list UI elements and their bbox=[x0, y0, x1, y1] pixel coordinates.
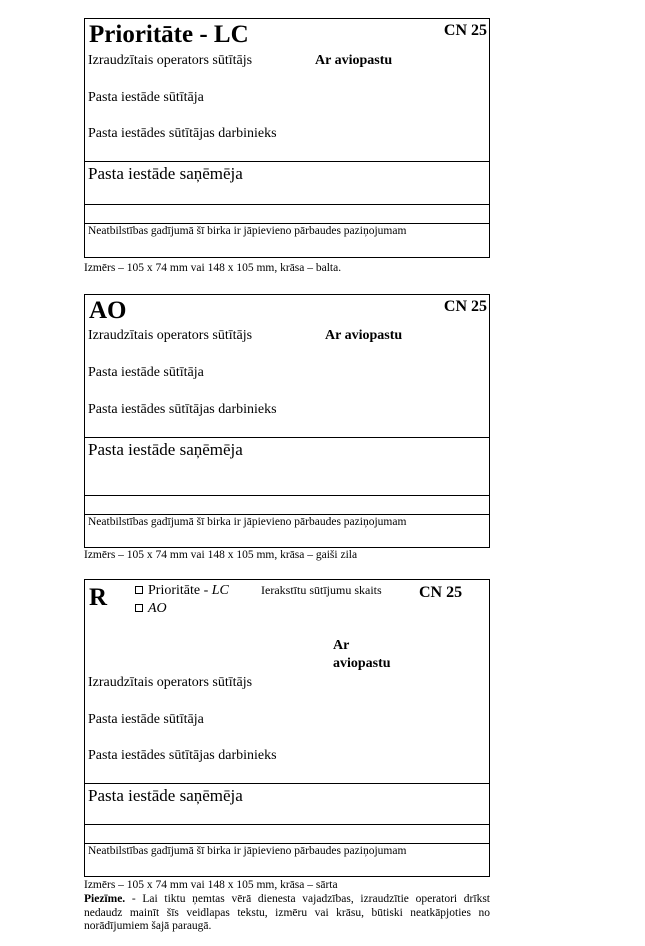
divider bbox=[85, 783, 489, 784]
form-code: CN 25 bbox=[443, 298, 487, 315]
receiving-office-label: Pasta iestāde saņēmēja bbox=[88, 786, 243, 805]
by-air-label: Ar aviopastu bbox=[315, 53, 393, 68]
form-priority-lc bbox=[84, 18, 490, 258]
sender-operator-label: Izraudzītais operators sūtītājs bbox=[88, 53, 253, 68]
form-title: R bbox=[89, 584, 108, 611]
receiving-office-label: Pasta iestāde saņēmēja bbox=[88, 440, 243, 459]
divider bbox=[85, 495, 489, 496]
size-caption: Izmērs – 105 x 74 mm vai 148 x 105 mm, krāsa – balta. bbox=[84, 262, 342, 274]
divider bbox=[85, 514, 489, 515]
discrepancy-note: Neatbilstības gadījumā šī birka ir jāpievieno pārbaudes paziņojumam bbox=[88, 225, 407, 237]
sender-clerk-label: Pasta iestādes sūtītājas darbinieks bbox=[88, 402, 277, 417]
divider bbox=[85, 204, 489, 205]
form-ao bbox=[84, 294, 490, 548]
discrepancy-note: Neatbilstības gadījumā šī birka ir jāpievieno pārbaudes paziņojumam bbox=[88, 845, 407, 857]
checkbox-icon bbox=[135, 604, 143, 612]
footnote-text: - Lai tiktu ņemtas vērā dienesta vajadzības, izraudzītie operatori drīkst nedaudz mainīt šīs veidlapas tekstu, izmēru vai krāsu, būtiski neatkāpjoties no norādījumiem šajā paraugā. bbox=[84, 893, 490, 932]
sender-operator-label: Izraudzītais operators sūtītājs bbox=[88, 675, 253, 690]
sender-clerk-label: Pasta iestādes sūtītājas darbinieks bbox=[88, 748, 277, 763]
sender-office-label: Pasta iestāde sūtītāja bbox=[88, 712, 204, 727]
footnote-label: Piezīme. bbox=[84, 893, 126, 905]
divider bbox=[85, 843, 489, 844]
form-code: CN 25 bbox=[443, 22, 487, 39]
option-ao: AO bbox=[135, 601, 167, 617]
divider bbox=[85, 824, 489, 825]
form-registered bbox=[84, 579, 490, 877]
by-air-label-line2: aviopastu bbox=[333, 656, 391, 671]
form-title: AO bbox=[89, 297, 127, 324]
size-caption: Izmērs – 105 x 74 mm vai 148 x 105 mm, krāsa – gaiši zila bbox=[84, 549, 358, 561]
sender-clerk-label: Pasta iestādes sūtītājas darbinieks bbox=[88, 126, 277, 141]
option-priority: Prioritāte - LC bbox=[135, 583, 229, 599]
receiving-office-label: Pasta iestāde saņēmēja bbox=[88, 164, 243, 183]
divider bbox=[85, 437, 489, 438]
checkbox-icon bbox=[135, 586, 143, 594]
footnote bbox=[84, 893, 490, 934]
sender-office-label: Pasta iestāde sūtītāja bbox=[88, 365, 204, 380]
sender-office-label: Pasta iestāde sūtītāja bbox=[88, 90, 204, 105]
form-title: Prioritāte - LC bbox=[89, 21, 249, 48]
by-air-label-line1: Ar bbox=[333, 638, 350, 653]
discrepancy-note: Neatbilstības gadījumā šī birka ir jāpievieno pārbaudes paziņojumam bbox=[88, 516, 407, 528]
divider bbox=[85, 223, 489, 224]
by-air-label: Ar aviopastu bbox=[325, 328, 403, 343]
registered-count-label: Ierakstītu sūtījumu skaits bbox=[261, 583, 382, 597]
form-code: CN 25 bbox=[419, 584, 463, 601]
divider bbox=[85, 161, 489, 162]
sender-operator-label: Izraudzītais operators sūtītājs bbox=[88, 328, 253, 343]
size-caption: Izmērs – 105 x 74 mm vai 148 x 105 mm, krāsa – sārta bbox=[84, 879, 338, 891]
